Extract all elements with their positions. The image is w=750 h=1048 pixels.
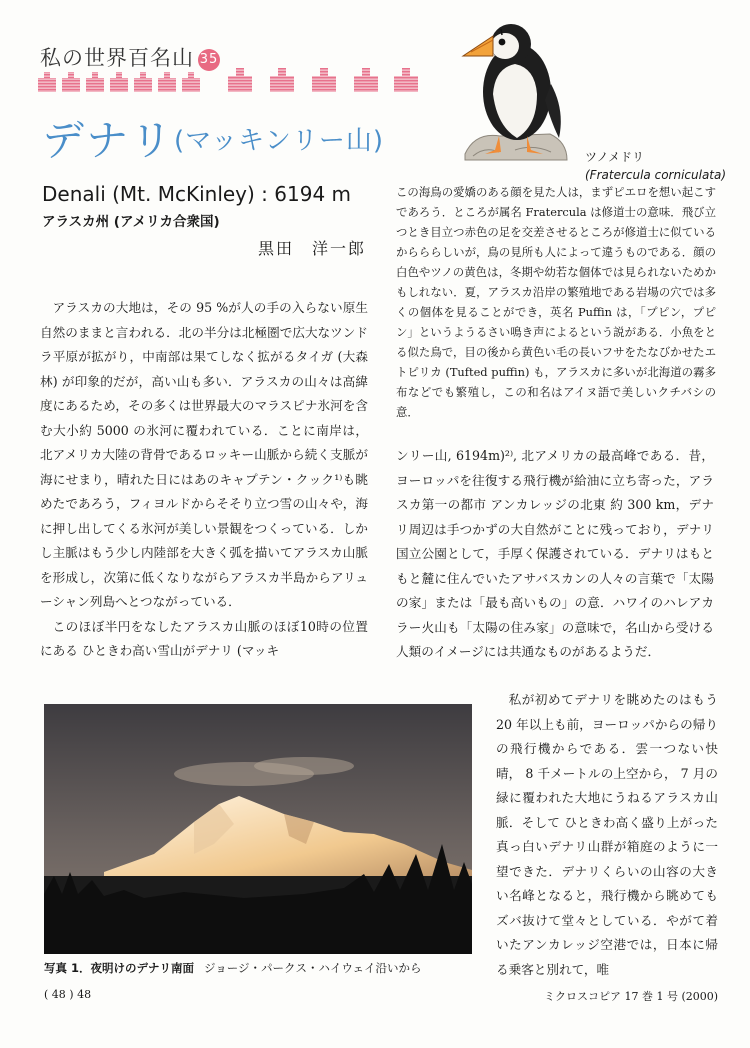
puffin-illustration: [455, 14, 575, 164]
paragraph-3: ンリー山, 6194m)²⁾, 北アメリカの最高峰である．昔，ヨーロッパを往復する飛行機が給油に立ち寄った，アラスカ第一の都市 アンカレッジの北東 約 300 km，デナリ周辺は手つかずの大自然がことに残っており，デナリ国立公園として，手厚く保護されている．デナリはもともと麓に住んでいたアサバスカンの人々の言葉で「太陽の家」または「最も高いもの」の意．ハワイのハレアカラー火山も「太陽の住み家」の意味で，名山から受ける人類のイメージには共通なものがあるようだ．: [396, 448, 714, 659]
denali-photo: [44, 704, 472, 954]
photo-caption-detail: ジョージ・パークス・ハイウェイ沿いから: [204, 961, 422, 975]
mountain-row-decoration: [38, 68, 418, 92]
series-number-badge: 35: [198, 49, 220, 71]
puffin-sidebar-text: この海鳥の愛嬌のある顔を見た人は，まずピエロを想い起こすであろう．ところが属名 Fratercula は修道士の意味．飛び立つとき目立つ赤色の足を交差させるところが修道士に似ているからららしいが，鳥の見所も人によって違うものである．顔の白色やツノの黄色は，冬期や幼若な個体では見られないためかもしれない．夏，アラスカ沿岸の繁殖地である岩場の穴では多くの個体を見ることができ，英名 Puffin は，「プピン，プピン」というようるさい鳴き声によるという説がある．小魚をとる似た鳥で，目の後から黄色い毛の長いフサをたなびかせたエトピリカ (Tufted puffin) も，アラスカに多いが北海道の霧多布などでも繁殖し，この和名はアイヌ語で美しいクチバシの意．: [396, 185, 716, 419]
page-number: ( 48 ) 48: [44, 988, 92, 1001]
author: 黒田 洋一郎: [258, 239, 367, 258]
journal-citation: ミクロスコピア 17 巻 1 号 (2000): [544, 990, 719, 1003]
page-title: [42, 108, 384, 168]
title-subtitle: (マッキンリー山): [174, 126, 385, 156]
photo-caption: [44, 960, 421, 976]
body-column-left: [40, 296, 368, 664]
body-column-lower-right: [496, 688, 718, 982]
body-column-right: [396, 444, 714, 665]
photo-caption-label: 写真 1．夜明けのデナリ南面: [44, 961, 195, 975]
paragraph-2: このほぼ半円をなしたアラスカ山脈のほぼ10時の位置にある ひときわ高い雪山がデナリ (マッキ: [40, 618, 368, 658]
series-title-text: 私の世界百名山: [40, 46, 194, 70]
paragraph-4: 私が初めてデナリを眺めたのはもう 20 年以上も前，ヨーロッパからの帰りの飛行機からである．雲一つない快晴， 8 千メートルの上空から， 7 月の緑に覆われた大地にうねるアラスカ山脈．そして ひときわ高く盛り上がった真っ白いデナリ山群が箱庭のように一望できた．デナリくらいの山容の大きい名峰となると，飛行機から眺めてもズバ抜けて堂々としている．やがて着いたアンカレッジ空港では，日本に帰る乗客と別れて，唯: [496, 692, 718, 977]
puffin-caption: [585, 148, 726, 184]
mountain-name-english: Denali (Mt. McKinley) : 6194 m: [42, 182, 352, 206]
puffin-name-scientific: (Fratercula corniculata): [585, 168, 727, 182]
paragraph-1: アラスカの大地は，その 95 %が人の手の入らない原生自然のままと言われる．北の半分は北極圏で広大なツンドラ平原が拡がり，中南部は果てしなく拡がるタイガ (大森林) が印象的だが，高い山も多い．アラスカの山々は高緯度にあるため，その多くは世界最大のマラスピナ氷河を含む大小約 5000 の氷河に覆われている．ことに南岸は，北アメリカ大陸の背骨であるロッキー山脈から続く支脈が海にせまり，晴れた日にはあのキャプテン・クック¹⁾も眺めたであろう，フィヨルドからそそり立つ雪の山々や，海に押し出してくる氷河が美しい景観をつくっている．しかし主脈はもう少し内陸部を大きく弧を描いてアラスカ山脈を形成し，次第に低くなりながらアラスカ半島からアリューシャン列島へとつながっている．: [40, 300, 368, 609]
location: アラスカ州 (アメリカ合衆国): [42, 214, 220, 230]
title-main: デナリ: [42, 116, 175, 165]
puffin-name-ja: ツノメドリ: [585, 150, 645, 164]
